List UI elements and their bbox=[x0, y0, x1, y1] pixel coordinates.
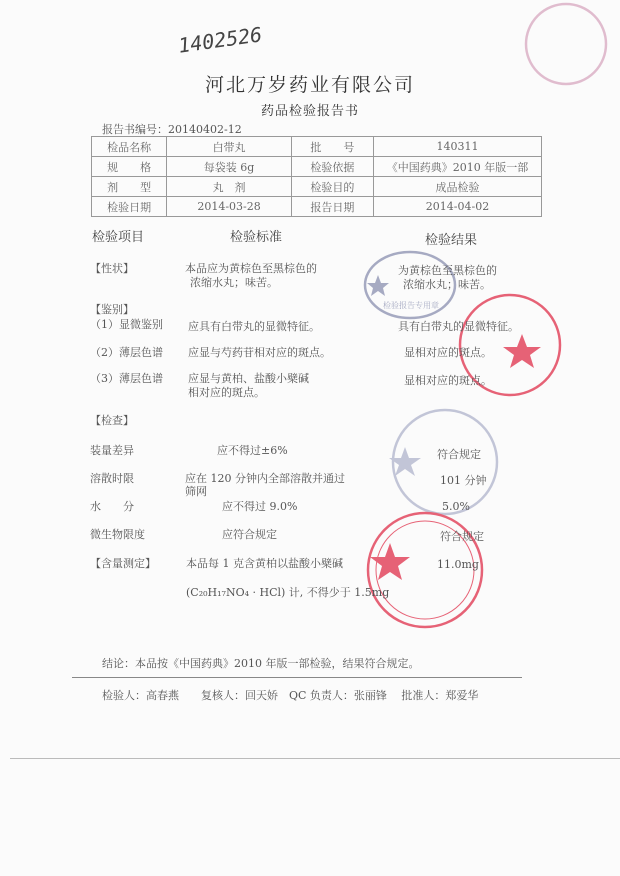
assay-result: 11.0mg bbox=[437, 558, 479, 571]
insp-standard: 应不得过 9.0% bbox=[222, 500, 298, 513]
oval-stamp-text: 检验报告专用章 bbox=[383, 301, 439, 310]
ident-item: （2）薄层色谱 bbox=[90, 346, 163, 359]
ident-result: 显相对应的斑点。 bbox=[404, 346, 492, 359]
insp-standard-2: 筛网 bbox=[185, 485, 207, 498]
signatures: 检验人：高春燕 复核人：回天娇 QC 负责人：张丽锋 批准人：郑爱华 bbox=[102, 689, 479, 702]
red-stamp-star-icon bbox=[503, 334, 541, 368]
section-assay: 【含量测定】 bbox=[90, 557, 156, 570]
company-name: 河北万岁药业有限公司 bbox=[204, 74, 415, 96]
report-number-value: 20140402-12 bbox=[168, 123, 242, 136]
section-character: 【性状】 bbox=[90, 262, 134, 275]
info-label: 检验日期 bbox=[92, 197, 167, 217]
info-label: 规 格 bbox=[92, 157, 167, 177]
info-label: 检验依据 bbox=[291, 157, 373, 177]
ident-item: （1）显微鉴别 bbox=[90, 318, 163, 331]
insp-result: 符合规定 bbox=[437, 448, 481, 461]
insp-standard: 应不得过±6% bbox=[217, 444, 288, 457]
ident-standard: 应显与芍药苷相对应的斑点。 bbox=[188, 346, 331, 359]
info-label: 检验目的 bbox=[291, 177, 373, 197]
ident-result: 具有白带丸的显微特征。 bbox=[398, 320, 519, 333]
character-standard: 本品应为黄棕色至黑棕色的 bbox=[185, 262, 317, 275]
insp-standard: 应在 120 分钟内全部溶散并通过 bbox=[185, 472, 345, 485]
insp-result: 101 分钟 bbox=[440, 474, 487, 487]
info-value: 《中国药典》2010 年版一部 bbox=[374, 157, 542, 177]
character-result: 为黄棕色至黑棕色的 bbox=[398, 264, 497, 277]
insp-item: 微生物限度 bbox=[90, 528, 145, 541]
info-label: 批 号 bbox=[291, 137, 373, 157]
ident-standard: 应显与黄柏、盐酸小檗碱 bbox=[188, 372, 309, 385]
insp-item: 溶散时限 bbox=[90, 472, 134, 485]
header-result: 检验结果 bbox=[425, 233, 478, 248]
conclusion: 结论：本品按《中国药典》2010 年版一部检验，结果符合规定。 bbox=[102, 657, 420, 670]
character-result-2: 浓缩水丸；味苦。 bbox=[403, 278, 491, 291]
divider bbox=[72, 677, 522, 678]
header-standard: 检验标准 bbox=[230, 230, 283, 245]
header-item: 检验项目 bbox=[92, 230, 145, 245]
info-label: 剂 型 bbox=[92, 177, 167, 197]
report-number-label: 报告书编号： bbox=[102, 123, 168, 136]
info-value: 每袋装 6g bbox=[167, 157, 292, 177]
insp-item: 水 分 bbox=[90, 500, 134, 513]
ident-standard-2: 相对应的斑点。 bbox=[188, 386, 265, 399]
info-value: 丸 剂 bbox=[167, 177, 292, 197]
ident-result: 显相对应的斑点。 bbox=[404, 374, 492, 387]
scan-edge bbox=[10, 758, 620, 759]
character-standard-2: 浓缩水丸；味苦。 bbox=[190, 276, 278, 289]
insp-result: 符合规定 bbox=[440, 530, 484, 543]
info-label: 报告日期 bbox=[291, 197, 373, 217]
insp-result: 5.0% bbox=[442, 500, 470, 513]
document-title: 药品检验报告书 bbox=[260, 104, 359, 119]
blue-round-stamp bbox=[389, 410, 497, 514]
info-value: 140311 bbox=[374, 137, 542, 157]
insp-standard: 应符合规定 bbox=[222, 528, 277, 541]
info-value: 2014-03-28 bbox=[167, 197, 292, 217]
top-right-stamp bbox=[526, 4, 606, 84]
info-label: 检品名称 bbox=[92, 137, 167, 157]
section-inspection: 【检查】 bbox=[90, 414, 134, 427]
oval-stamp-star-icon bbox=[367, 275, 389, 296]
assay-standard-2: (C₂₀H₁₇NO₄ · HCl) 计, 不得少于 1.5mg bbox=[186, 586, 390, 599]
info-value: 成品检验 bbox=[374, 177, 542, 197]
insp-item: 装量差异 bbox=[90, 444, 134, 457]
ident-standard: 应具有白带丸的显微特征。 bbox=[188, 320, 320, 333]
info-value: 白带丸 bbox=[167, 137, 292, 157]
assay-standard: 本品每 1 克含黄柏以盐酸小檗碱 bbox=[186, 557, 343, 570]
section-identification: 【鉴别】 bbox=[90, 303, 134, 316]
ident-item: （3）薄层色谱 bbox=[90, 372, 163, 385]
handwritten-number: 1402526 bbox=[176, 22, 264, 58]
info-value: 2014-04-02 bbox=[374, 197, 542, 217]
